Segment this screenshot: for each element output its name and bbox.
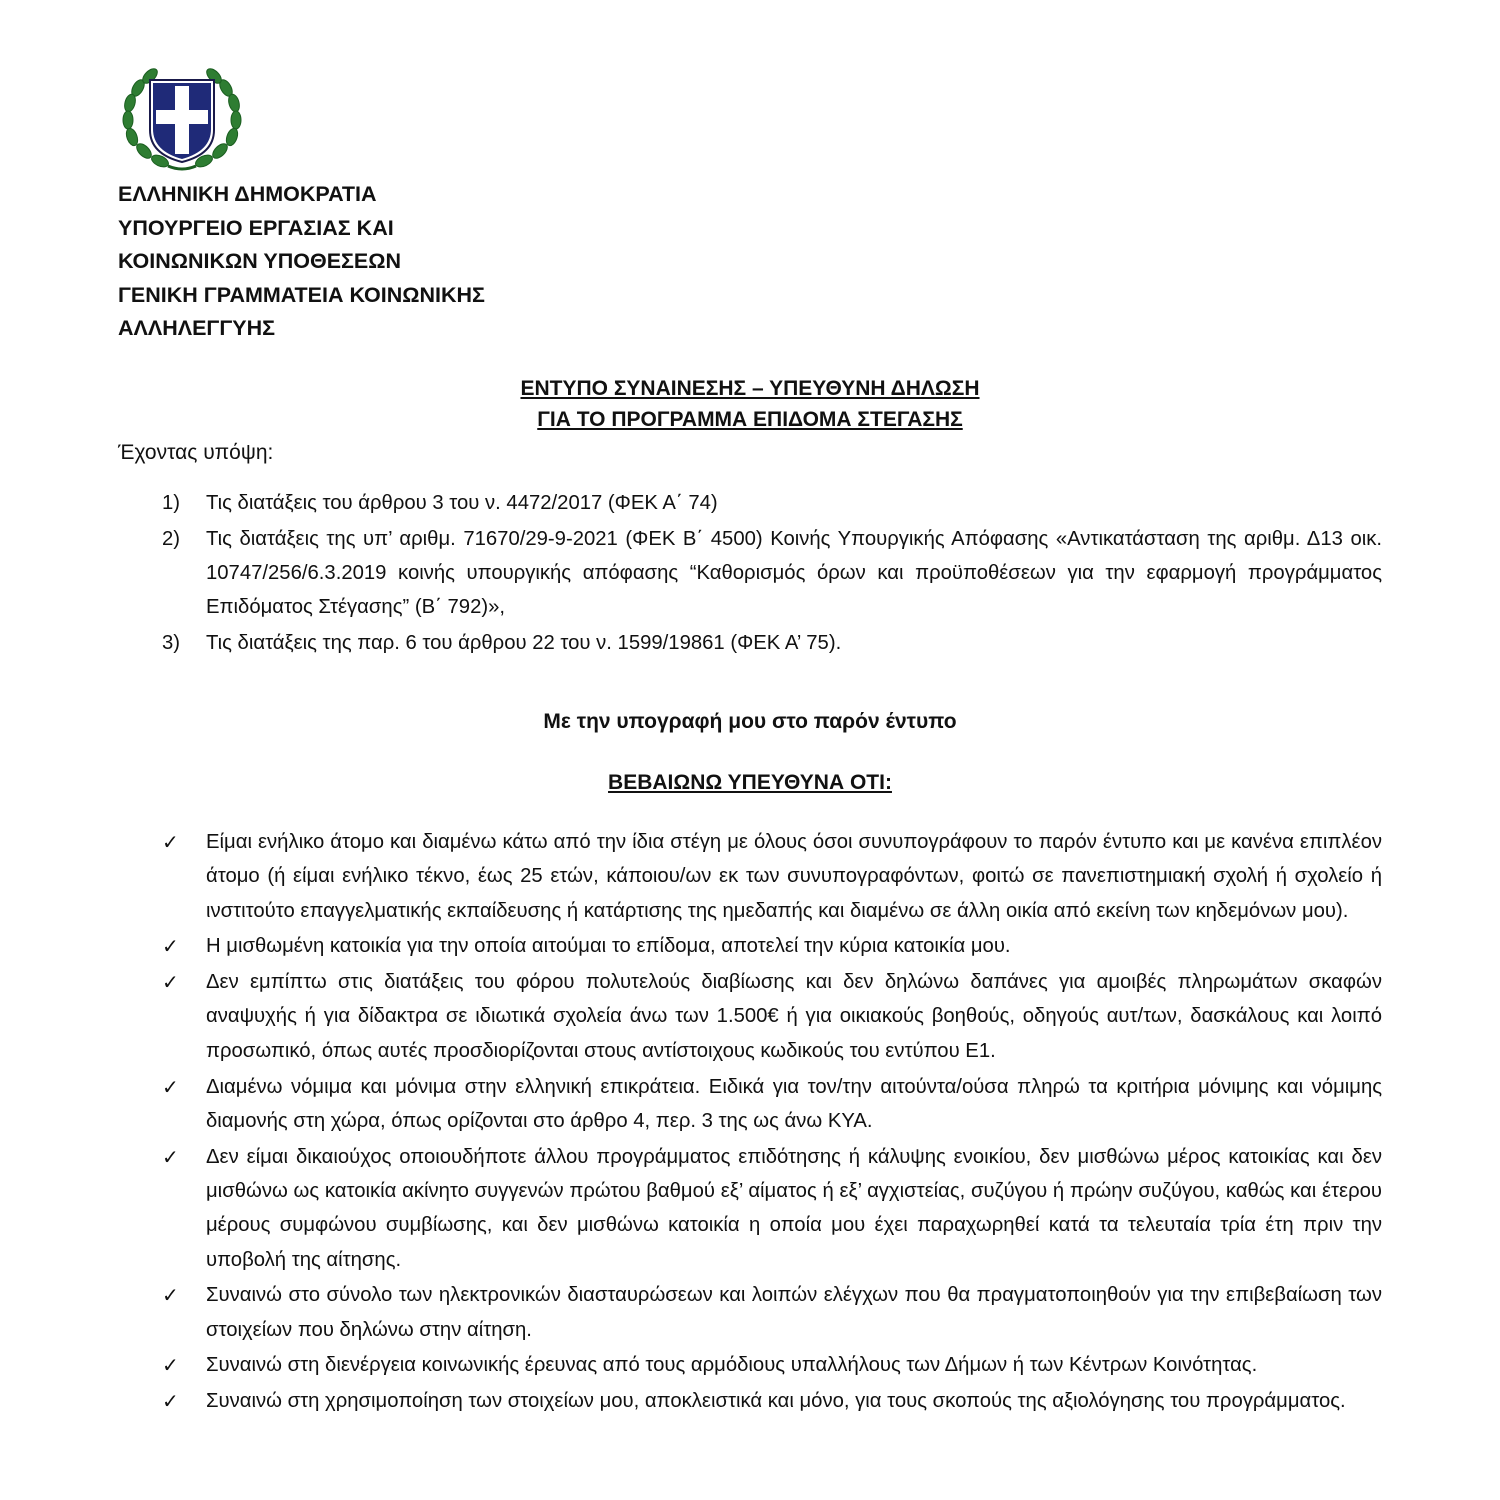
- greek-coat-of-arms-emblem: [120, 58, 244, 174]
- checkmark-icon: ✓: [162, 1144, 179, 1169]
- numbered-item: [118, 486, 1382, 520]
- checkmark-icon: ✓: [162, 830, 179, 854]
- check-item: [118, 825, 1382, 928]
- header-line: ΥΠΟΥΡΓΕΙΟ ΕΡΓΑΣΙΑΣ ΚΑΙ: [118, 215, 394, 240]
- declaration-heading: ΒΕΒΑΙΩΝΩ ΥΠΕΥΘΥΝΑ ΟΤΙ:: [608, 771, 892, 794]
- declaration-checklist: [118, 825, 1382, 1420]
- intro-text: Έχοντας υπόψη:: [118, 441, 274, 464]
- header-line: ΑΛΛΗΛΕΓΓΥΗΣ: [118, 316, 276, 340]
- check-item-text: Συναινώ στη διενέργεια κοινωνικής έρευνας από τους αρμόδιους υπαλλήλους των Δήμων ή των Κέντρων Κοινότητας.: [206, 1354, 1258, 1377]
- checkmark-icon: ✓: [162, 934, 179, 959]
- checkmark-icon: ✓: [162, 970, 179, 995]
- check-item-text: Συναινώ στη χρησιμοποίηση των στοιχείων μου, αποκλειστικά και μόνο, για τους σκοπούς της αξιολόγησης του προγράμματος.: [206, 1390, 1346, 1413]
- numbered-item: [118, 522, 1382, 625]
- check-item-text: Η μισθωμένη κατοικία για την οποία αιτούμαι το επίδομα, αποτελεί την κύρια κατοικία μου.: [206, 935, 1011, 958]
- check-item: [118, 1140, 1382, 1277]
- issuing-authority-header: [118, 178, 678, 346]
- numbered-list: [118, 486, 1382, 662]
- document-title-line-1: ΕΝΤΥΠΟ ΣΥΝΑΙΝΕΣΗΣ – ΥΠΕΥΘΥΝΗ ΔΗΛΩΣΗ: [520, 377, 980, 400]
- checkmark-icon: ✓: [162, 1283, 179, 1308]
- check-item: [118, 1278, 1382, 1347]
- check-item-text: Συναινώ στο σύνολο των ηλεκτρονικών διασταυρώσεων και λοιπών ελέγχων που θα πραγματοποιηθούν για την επιβεβαίωση των στοιχείων που δηλώνω στην αίτηση.: [206, 1284, 1382, 1341]
- document-title-line-2: ΓΙΑ ΤΟ ΠΡΟΓΡΑΜΜΑ ΕΠΙΔΟΜΑ ΣΤΕΓΑΣΗΣ: [537, 408, 963, 431]
- checkmark-icon: ✓: [162, 1389, 179, 1414]
- item-text: Τις διατάξεις της υπ’ αριθμ. 71670/29-9-2021 (ΦΕΚ Β΄ 4500) Κοινής Υπουργικής Απόφασης «Αντικατάσταση της αριθμ. Δ13 οικ. 10747/256/6.3.2019 κοινής υπουργικής απόφασης “Καθορισμός όρων και προϋποθέσεων για την εφαρμογή προγράμματος Επιδόματος Στέγασης” (Β΄ 792)»,: [206, 527, 1382, 619]
- checkmark-icon: ✓: [162, 1074, 179, 1099]
- header-line: ΕΛΛΗΝΙΚΗ ΔΗΜΟΚΡΑΤΙΑ: [118, 182, 377, 206]
- item-number: 1): [162, 492, 181, 514]
- header-line: ΚΟΙΝΩΝΙΚΩΝ ΥΠΟΘΕΣΕΩΝ: [118, 249, 402, 273]
- item-text: Τις διατάξεις του άρθρου 3 του ν. 4472/2017 (ΦΕΚ Α΄ 74): [206, 492, 718, 514]
- signature-statement: Με την υπογραφή μου στο παρόν έντυπο: [543, 710, 957, 733]
- check-item-text: Είμαι ενήλικο άτομο και διαμένω κάτω από την ίδια στέγη με όλους όσοι συνυπογράφουν το παρόν έντυπο και με κανένα επιπλέον άτομο (ή είμαι ενήλικο τέκνο, έως 25 ετών, κάποιου/ων εκ των συνυπογραφόντων, φοιτώ σε πανεπιστημιακή σχολή ή σχολείο ή ινστιτούτο επαγγελματικής εκπαίδευσης ή κατάρτισης της ημεδαπής και διαμένω σε άλλη οικία από εκείνη των κηδεμόνων μου).: [206, 831, 1382, 922]
- check-item-text: Δεν είμαι δικαιούχος οποιουδήποτε άλλου προγράμματος επιδότησης ή κάλυψης ενοικίου, δεν μισθώνω μέρος κατοικίας και δεν μισθώνω ως κατοικία ακίνητο συγγενών πρώτου βαθμού εξ’ αίματος ή εξ’ αγχιστείας, συζύγου ή πρώην συζύγου, καθώς και έτερου μέρους συμφώνου συμβίωσης, και δεν μισθώνω κατοικία η οποία μου έχει παραχωρηθεί κατά τα τελευταία τρία έτη πριν την υποβολή της αίτησης.: [206, 1145, 1382, 1271]
- check-item: [118, 965, 1382, 1068]
- checkmark-icon: ✓: [162, 1353, 179, 1378]
- check-item: [118, 1348, 1382, 1382]
- check-item-text: Διαμένω νόμιμα και μόνιμα στην ελληνική επικράτεια. Ειδικά για τον/την αιτούντα/ούσα πληρώ τα κριτήρια μόνιμης και νόμιμης διαμονής στη χώρα, όπως ορίζονται στο άρθρο 4, περ. 3 της ως άνω ΚΥΑ.: [206, 1075, 1382, 1132]
- header-line: ΓΕΝΙΚΗ ΓΡΑΜΜΑΤΕΙΑ ΚΟΙΝΩΝΙΚΗΣ: [118, 282, 485, 307]
- numbered-item: [118, 626, 1382, 660]
- check-item-text: Δεν εμπίπτω στις διατάξεις του φόρου πολυτελούς διαβίωσης και δεν δηλώνω δαπάνες για αμοιβές πληρωμάτων σκαφών αναψυχής ή για δίδακτρα σε ιδιωτικά σχολεία άνω των 1.500€ ή για οικιακούς βοηθούς, οδηγούς αυτ/των, δασκάλους και λοιπό προσωπικό, όπως αυτές προσδιορίζονται στους αντίστοιχους κωδικούς του εντύπου Ε1.: [206, 971, 1382, 1062]
- check-item: [118, 929, 1382, 963]
- check-item: [118, 1070, 1382, 1139]
- item-number: 3): [162, 632, 181, 655]
- item-number: 2): [162, 527, 181, 550]
- check-item: [118, 1384, 1382, 1418]
- item-text: Τις διατάξεις της παρ. 6 του άρθρου 22 του ν. 1599/19861 (ΦΕΚ Α’ 75).: [206, 632, 842, 655]
